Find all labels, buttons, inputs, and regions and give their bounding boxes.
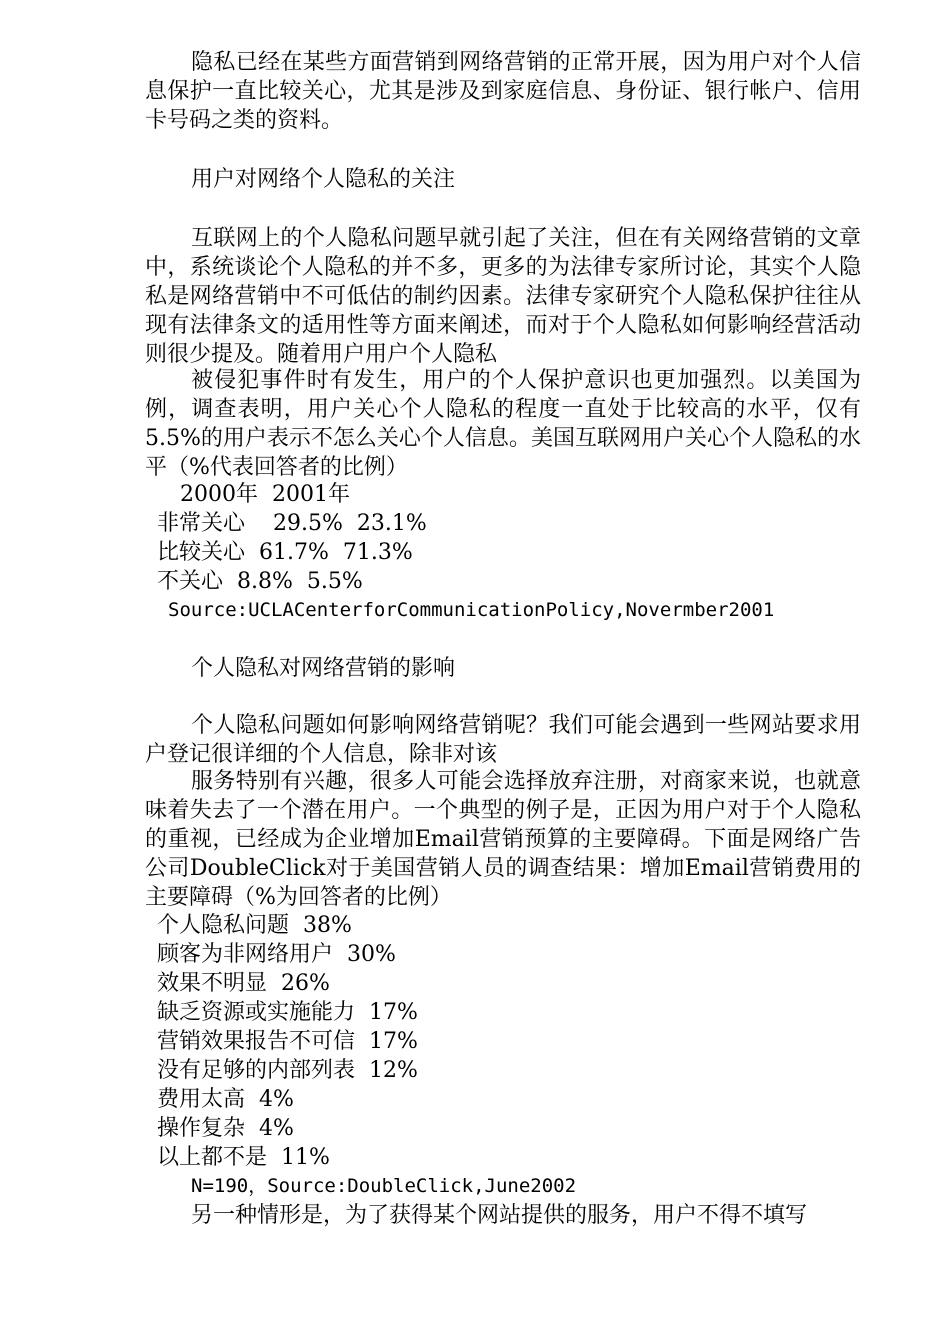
paragraph-privacy-intro: 隐私已经在某些方面营销到网络营销的正常开展，因为用户对个人信息保护一直比较关心，尤其是涉及到家庭信息、身份证、银行帐户、信用卡号码之类的资料。	[145, 50, 861, 133]
table-row: 比较关心 61.7% 71.3%	[157, 540, 413, 565]
list-item: 以上都不是 11%	[157, 1145, 330, 1170]
list-item: 效果不明显 26%	[157, 971, 330, 996]
table-row: 不关心 8.8% 5.5%	[157, 569, 363, 594]
list-item: 个人隐私问题 38%	[157, 913, 352, 938]
list-item: 顾客为非网络用户 30%	[157, 942, 396, 967]
list-item: 没有足够的内部列表 12%	[157, 1058, 418, 1083]
list-item: 缺乏资源或实施能力 17%	[157, 1000, 418, 1025]
paragraph-email-obstacles: 服务特别有兴趣，很多人可能会选择放弃注册，对商家来说，也就意味着失去了一个潜在用户。一个典型的例子是，正因为用户对于个人隐私的重视，已经成为企业增加Email营销预算的主要障碍。下面是网络广告公司DoubleClick对于美国营销人员的调查结果：增加Email营销费用的主要障碍（%为回答者的比例）	[145, 769, 861, 910]
paragraph-internet-privacy: 互联网上的个人隐私问题早就引起了关注，但在有关网络营销的文章中，系统谈论个人隐私的并不多，更多的为法律专家所讨论，其实个人隐私是网络营销中不可低估的制约因素。法律专家研究个人隐私保护往往从现有法律条文的适用性等方面来阐述，而对于个人隐私如何影响经营活动则很少提及。随着用户用户个人隐私	[145, 226, 861, 367]
table-header-years: 2000年 2001年	[180, 482, 350, 507]
paragraph-another-case: 另一种情形是，为了获得某个网站提供的服务，用户不得不填写	[191, 1203, 808, 1228]
paragraph-us-survey: 被侵犯事件时有发生，用户的个人保护意识也更加强烈。以美国为例，调查表明，用户关心个人隐私的程度一直处于比较高的水平，仅有5.5%的用户表示不怎么关心个人信息。美国互联网用户关心个人隐私的水平（%代表回答者的比例）	[145, 368, 861, 480]
paragraph-impact-question: 个人隐私问题如何影响网络营销呢？我们可能会遇到一些网站要求用户登记很详细的个人信息，除非对该	[145, 713, 861, 767]
list-item: 营销效果报告不可信 17%	[157, 1029, 418, 1054]
list-item: 费用太高 4%	[157, 1087, 294, 1112]
table-source: Source:UCLACenterforCommunicationPolicy,Novermber2001	[168, 599, 775, 621]
list-item: 操作复杂 4%	[157, 1116, 294, 1141]
section-heading-user-concern: 用户对网络个人隐私的关注	[191, 167, 456, 192]
section-heading-marketing-impact: 个人隐私对网络营销的影响	[191, 656, 456, 681]
table-row: 非常关心 29.5% 23.1%	[157, 511, 427, 536]
list-source-note: N=190，Source:DoubleClick,June2002	[191, 1175, 577, 1197]
